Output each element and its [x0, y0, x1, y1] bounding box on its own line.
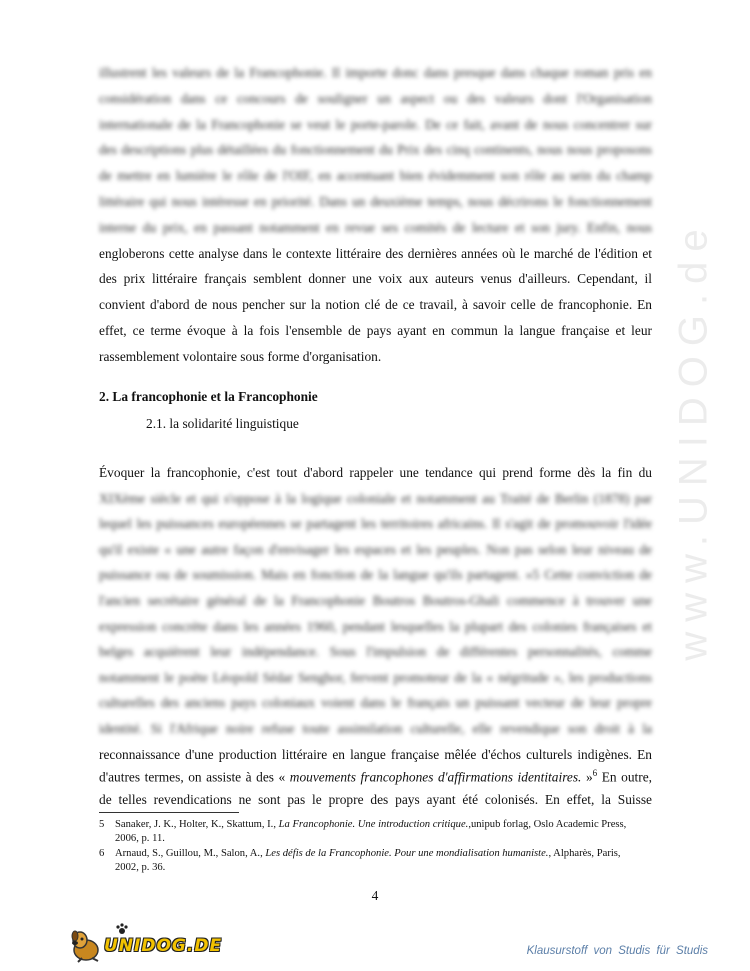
text-line: effet, ce terme évoque à la fois l'ensemble de pays ayant en commun la langue française et leur [99, 323, 652, 338]
footnote-divider [99, 812, 239, 813]
quote-tail: En outre, [597, 769, 652, 785]
text-line: considération dans ce concours de souligner un aspect ou des valeurs dont l'Organisation [99, 90, 652, 106]
text-line: littéraire qui nous intéresse en priorité. Dans un deuxième temps, nous décrirons le fonctionnement [99, 194, 652, 209]
text-line: puissance ou de soumission. Mais en fonction de la langue qu'ils partagent. »5 Cette conviction de [99, 567, 652, 583]
text-line: qu'il existe « une autre façon d'envisager les espaces et les peuples. Non pas selon leur niveau de [99, 541, 652, 557]
text-line: lequel les puissances européennes se partagent les territoires africains. Il s'agit de promouvoir l'idée [99, 516, 652, 532]
text-line: convient d'abord de nous pencher sur la notion clé de ce travail, à savoir celle de francophonie. En [99, 297, 652, 313]
footnote-number: 5 [99, 819, 105, 830]
text-line: notamment le poète Léopold Sédar Senghor, fervent promoteur de la « négritude », les productions [99, 669, 652, 685]
unidog-logo[interactable] [68, 928, 223, 964]
text-line: de mettre en lumière le rôle de l'OIF, en accentuant bien évidemment son rôle au sein du champ [99, 168, 652, 184]
text-line: interne du prix, en passant notamment en revue ses comités de lecture et son jury. Enfin, nous [99, 219, 652, 235]
text-line: des descriptions plus détaillées du fonctionnement du Prix des cinq continents, nous nous proposons [99, 142, 652, 158]
text-line: internationale de la Francophonie se veut le porte-parole. De ce fait, avant de nous concentrer sur [99, 116, 652, 132]
text-line: belges acquièrent leur indépendance. Sous l'impulsion de différentes personnalités, comme [99, 644, 652, 660]
quote-italic: mouvements francophones d'affirmations identitaires. [289, 769, 582, 785]
quote-close: » [581, 769, 593, 785]
paw-icon [115, 922, 129, 936]
text-line: des prix littéraire français semblent donner une voix aux auteurs venus d'ailleurs. Cependant, il [99, 271, 652, 287]
text-line: rassemblement volontaire sous forme d'organisation. [99, 348, 382, 364]
text-line: culturelles des anciens pays coloniaux voient dans le français un puissant vecteur de leur propre [99, 695, 652, 711]
logo-text: UNIDOG.DE [104, 936, 223, 956]
quote-prefix: d'autres termes, on assiste à des « [99, 769, 290, 785]
footnote-text: Arnaud, S., Guillou, M., Salon, A., Les défis de la Francophonie. Pour une mondialisation humaniste., Alpharès, Paris, 2002, p. 36. [115, 848, 621, 873]
page-number: 4 [371, 888, 379, 903]
section-heading: 2. La francophonie et la Francophonie [99, 389, 318, 404]
footnote-text: Sanaker, J. K., Holter, K., Skattum, I., La Francophonie. Une introduction critique.,unipub forlag, Oslo Academic Press, 2006, p. 11. [115, 819, 627, 844]
footnote-ref: 6 [592, 768, 598, 778]
footer-tagline: Klausurstoff von Studis für Studis [526, 945, 708, 957]
text-line: Évoquer la francophonie, c'est tout d'abord rappeler une tendance qui prend forme dès la fin du [99, 465, 652, 480]
watermark: www.UNIDOG.de [671, 219, 716, 661]
text-line: illustrent les valeurs de la Francophonie. Il importe donc dans presque dans chaque roman pris en [99, 65, 652, 80]
text-line: expression concrète dans les années 1960, pendant lesquelles la plupart des colonies françaises et [99, 618, 652, 634]
text-line: XIXème siècle et qui s'oppose à la logique coloniale et notamment au Traité de Berlin (1878) par [99, 490, 652, 506]
footnote-number: 6 [99, 848, 105, 859]
text-line-quote [99, 765, 652, 785]
text-line: engloberons cette analyse dans le contexte littéraire des dernières années où le marché de l'édition et [99, 245, 652, 261]
subsection-heading: 2.1. la solidarité linguistique [146, 416, 299, 431]
text-line: l'ancien secrétaire général de la Francophonie Boutros Boutros-Ghali commence à trouver une [99, 593, 652, 608]
dog-icon [68, 928, 108, 964]
text-line: reconnaissance d'une production littéraire en langue française mêlée d'échos culturels indigènes. En [99, 746, 652, 762]
text-line-last: de telles revendications ne sont pas le propre des pays ayant été colonisés. En effet, la Suisse [99, 792, 652, 807]
text-line: identité. Si l'Afrique noire refuse toute assimilation culturelle, elle revendique son droit à la [99, 721, 652, 736]
